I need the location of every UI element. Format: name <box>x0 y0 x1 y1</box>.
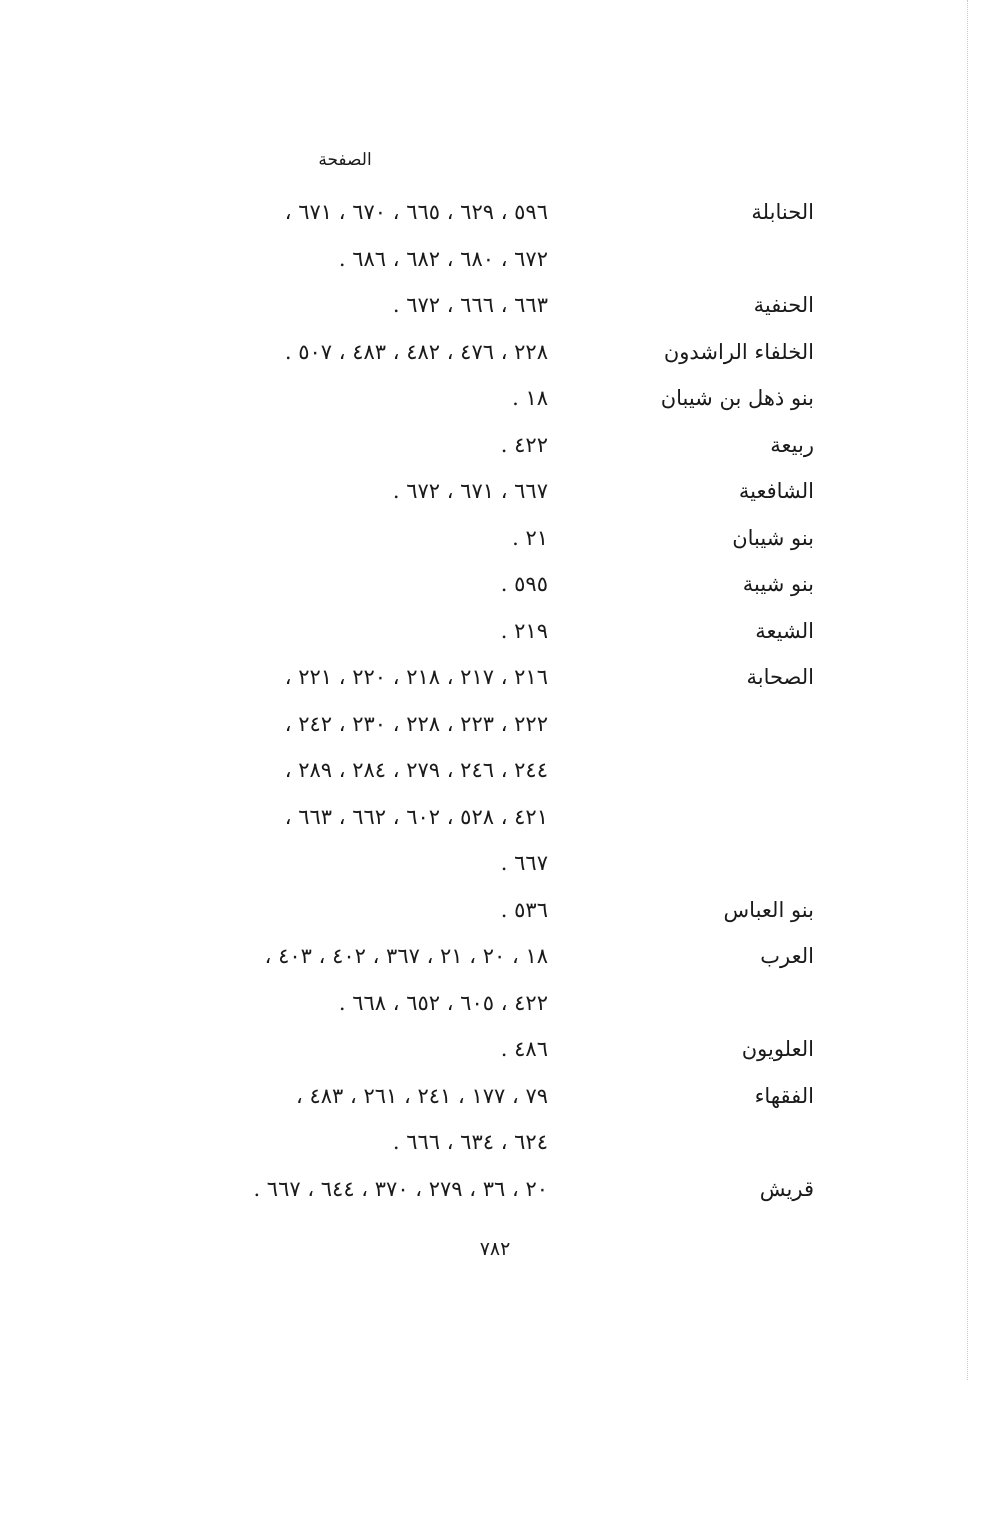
index-term: بنو ذهل بن شيبان <box>660 386 814 410</box>
index-pages: ٦٢٤ ، ٦٣٤ ، ٦٦٦ . <box>392 1130 548 1154</box>
index-row <box>0 425 1006 472</box>
index-pages: ٢٠ ، ٣٦ ، ٢٧٩ ، ٣٧٠ ، ٦٤٤ ، ٦٦٧ . <box>253 1176 548 1201</box>
index-term: الشافعية <box>738 479 814 503</box>
index-pages: ٢١ . <box>512 525 548 550</box>
page-number: ٧٨٢ <box>479 1238 511 1260</box>
index-row <box>0 285 1006 332</box>
index-pages: ٥٩٥ . <box>500 572 548 596</box>
index-pages: ٤٢٢ . <box>500 432 548 457</box>
index-row <box>0 936 1006 983</box>
index-row <box>0 704 1006 751</box>
index-term: الحنفية <box>753 293 814 317</box>
index-pages: ٤٢١ ، ٥٢٨ ، ٦٠٢ ، ٦٦٢ ، ٦٦٣ ، <box>284 804 548 829</box>
index-row <box>0 797 1006 844</box>
index-row <box>0 657 1006 704</box>
index-row <box>0 1122 1006 1169</box>
index-pages: ٦٧٢ ، ٦٨٠ ، ٦٨٢ ، ٦٨٦ . <box>338 246 548 271</box>
index-list <box>0 192 1006 1215</box>
index-term: العرب <box>760 944 814 968</box>
index-term: الفقهاء <box>754 1083 814 1108</box>
index-term: الصحابة <box>746 665 814 689</box>
index-row <box>0 378 1006 425</box>
index-pages: ٢١٦ ، ٢١٧ ، ٢١٨ ، ٢٢٠ ، ٢٢١ ، <box>284 665 548 689</box>
index-row <box>0 192 1006 239</box>
index-row <box>0 983 1006 1030</box>
index-row <box>0 843 1006 890</box>
index-term: بنو شيبان <box>732 525 814 550</box>
page-column-header: الصفحة <box>318 150 372 170</box>
index-pages: ٦٦٧ . <box>500 851 548 875</box>
index-pages: ٧٩ ، ١٧٧ ، ٢٤١ ، ٢٦١ ، ٤٨٣ ، <box>296 1083 548 1108</box>
index-term: العلويون <box>741 1037 814 1061</box>
index-pages: ٥٩٦ ، ٦٢٩ ، ٦٦٥ ، ٦٧٠ ، ٦٧١ ، <box>284 200 548 224</box>
index-row <box>0 518 1006 565</box>
index-pages: ١٨ . <box>512 386 548 410</box>
index-pages: ٤٨٦ . <box>500 1037 548 1061</box>
index-term: قريش <box>759 1176 814 1201</box>
index-pages: ٢٢٢ ، ٢٢٣ ، ٢٢٨ ، ٢٣٠ ، ٢٤٢ ، <box>284 711 548 736</box>
index-pages: ٢٤٤ ، ٢٤٦ ، ٢٧٩ ، ٢٨٤ ، ٢٨٩ ، <box>284 758 548 782</box>
index-row <box>0 239 1006 286</box>
index-term: الشيعة <box>755 618 814 643</box>
index-term: بنو شيبة <box>742 572 814 596</box>
index-row <box>0 1029 1006 1076</box>
index-term: بنو العباس <box>723 897 814 922</box>
index-row <box>0 611 1006 658</box>
index-row <box>0 564 1006 611</box>
index-pages: ٥٣٦ . <box>500 897 548 922</box>
index-row <box>0 890 1006 937</box>
index-term: الحنابلة <box>751 200 814 224</box>
index-row <box>0 471 1006 518</box>
index-pages: ٤٢٢ ، ٦٠٥ ، ٦٥٢ ، ٦٦٨ . <box>338 990 548 1015</box>
index-row <box>0 750 1006 797</box>
index-pages: ١٨ ، ٢٠ ، ٢١ ، ٣٦٧ ، ٤٠٢ ، ٤٠٣ ، <box>264 944 548 968</box>
index-row <box>0 1076 1006 1123</box>
index-pages: ٢١٩ . <box>500 618 548 643</box>
index-term: الخلفاء الراشدون <box>663 339 814 364</box>
index-row <box>0 332 1006 379</box>
index-term: ربيعة <box>770 432 814 457</box>
index-pages: ٦٦٧ ، ٦٧١ ، ٦٧٢ . <box>392 479 548 503</box>
index-pages: ٦٦٣ ، ٦٦٦ ، ٦٧٢ . <box>392 293 548 317</box>
index-pages: ٢٢٨ ، ٤٧٦ ، ٤٨٢ ، ٤٨٣ ، ٥٠٧ . <box>284 339 548 364</box>
index-row <box>0 1169 1006 1216</box>
